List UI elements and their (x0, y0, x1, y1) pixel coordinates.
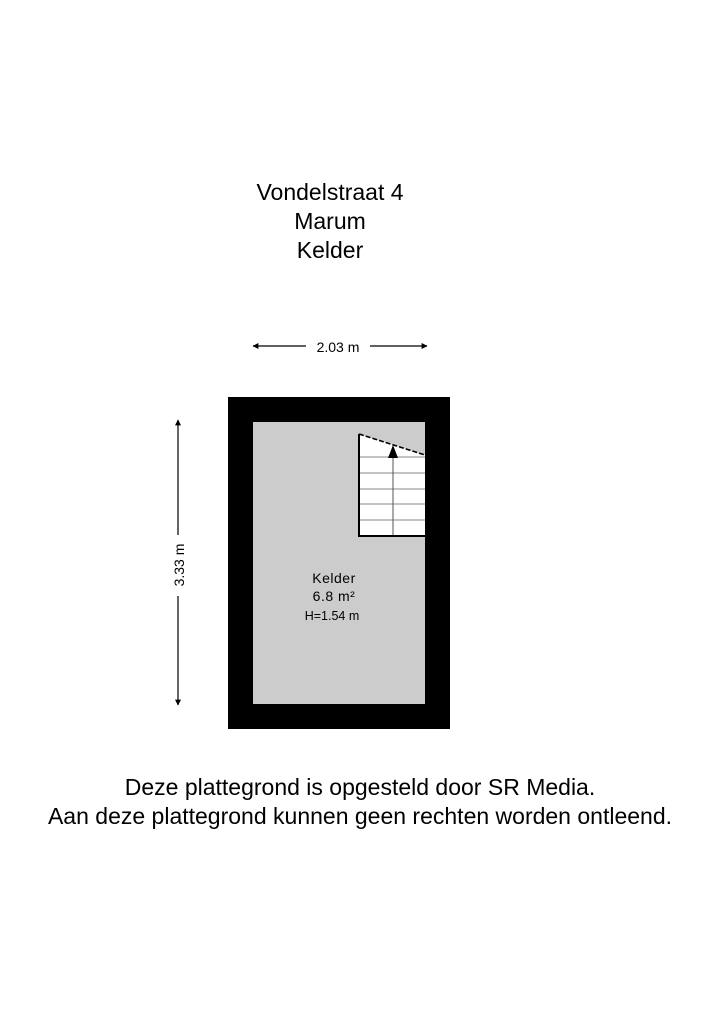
floor-label: Kelder (296, 237, 364, 263)
room-label (305, 570, 360, 623)
address-label: Vondelstraat 4 (256, 179, 404, 205)
room-ceiling-height: H=1.54 m (304, 609, 360, 623)
disclaimer-line-2: Aan deze plattegrond kunnen geen rechten worden ontleend. (47, 803, 673, 829)
disclaimer (0, 773, 720, 831)
width-label: 2.03 m (316, 339, 360, 355)
height-dimension (171, 420, 187, 705)
height-label: 3.33 m (171, 543, 187, 587)
width-dimension (253, 339, 427, 355)
room-name: Kelder (312, 570, 356, 586)
room-area: 6.8 m² (312, 588, 356, 604)
city-label: Marum (294, 208, 366, 234)
disclaimer-line-1: Deze plattegrond is opgesteld door SR Media. (124, 774, 596, 800)
